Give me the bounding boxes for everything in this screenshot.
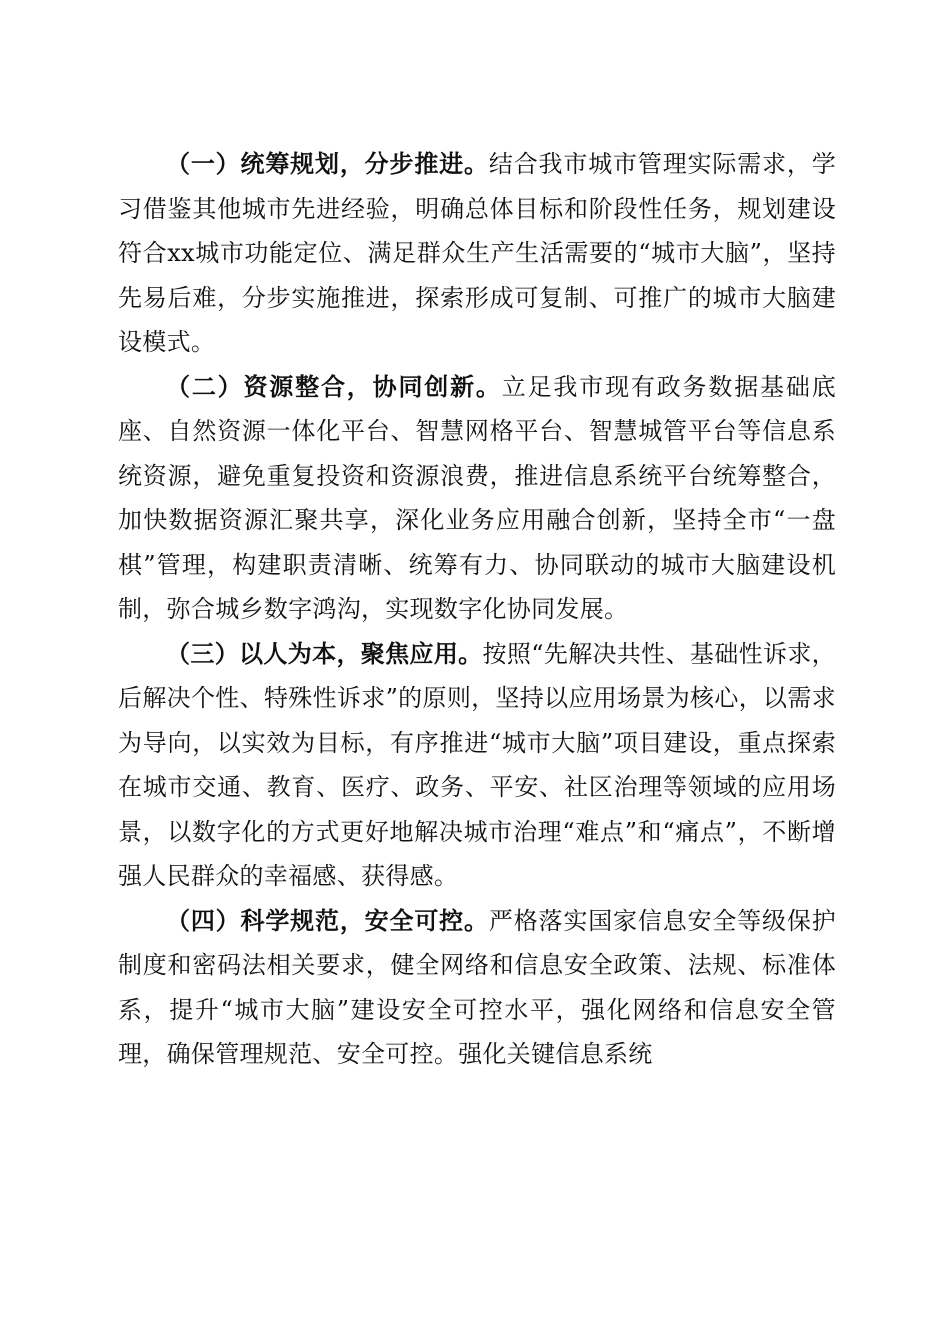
paragraph-3 [118, 632, 836, 899]
paragraph-3-body: 按照“先解决共性、基础性诉求，后解决个性、特殊性诉求”的原则，坚持以应用场景为核心，以需求为导向，以实效为目标，有序推进“城市大脑”项目建设，重点探索在城市交通、教育、医疗、政务、平安、社区治理等领域的应用场景，以数字化的方式更好地解决城市治理“难点”和“痛点”，不断增强人民群众的幸福感、获得感。 [118, 639, 836, 890]
document-body [118, 142, 836, 1077]
paragraph-3-heading: （三）以人为本，聚焦应用。 [166, 638, 483, 668]
paragraph-4 [118, 899, 836, 1077]
paragraph-2-body: 立足我市现有政务数据基础底座、自然资源一体化平台、智慧网格平台、智慧城管平台等信息系统资源，避免重复投资和资源浪费，推进信息系统平台统筹整合，加快数据资源汇聚共享，深化业务应用融合创新，坚持全市“一盘棋”管理，构建职责清晰、统筹有力、协同联动的城市大脑建设机制，弥合城乡数字鸿沟，实现数字化协同发展。 [118, 372, 836, 623]
paragraph-2 [118, 365, 836, 632]
paragraph-1-heading: （一）统筹规划，分步推进。 [166, 149, 489, 178]
paragraph-2-heading: （二）资源整合，协同创新。 [166, 371, 502, 401]
paragraph-1 [118, 142, 836, 365]
paragraph-4-body: 严格落实国家信息安全等级保护制度和密码法相关要求，健全网络和信息安全政策、法规、标准体系，提升“城市大脑”建设安全可控水平，强化网络和信息安全管理，确保管理规范、安全可控。强化关键信息系统 [118, 906, 837, 1068]
paragraph-4-heading: （四）科学规范，安全可控。 [166, 905, 489, 935]
paragraph-1-body: 结合我市城市管理实际需求，学习借鉴其他城市先进经验，明确总体目标和阶段性任务，规划建设符合xx城市功能定位、满足群众生产生活需要的“城市大脑”，坚持先易后难，分步实施推进，探索形成可复制、可推广的城市大脑建设模式。 [118, 150, 837, 356]
